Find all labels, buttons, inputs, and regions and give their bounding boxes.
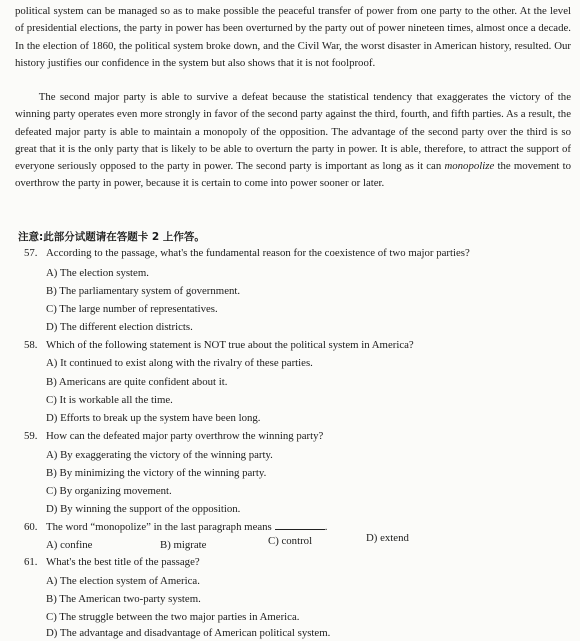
option-57-a[interactable]: A) The election system.: [46, 267, 149, 279]
passage-paragraph-2-text-b: the movement to overthrow the party in power, because it is certain to come into power sooner or later.: [15, 160, 572, 190]
option-57-d[interactable]: D) The different election districts.: [46, 321, 193, 333]
answer-blank: [275, 519, 325, 530]
option-57-b[interactable]: B) The parliamentary system of government.: [46, 285, 241, 297]
question-number: 61.: [24, 556, 38, 568]
question-58: [24, 337, 572, 353]
option-60-b[interactable]: B) migrate: [160, 539, 207, 551]
option-61-d[interactable]: D) The advantage and disadvantage of American political system.: [46, 627, 331, 639]
question-text: According to the passage, what's the fundamental reason for the coexistence of two major parties?: [46, 247, 470, 259]
option-59-d[interactable]: D) By winning the support of the opposition.: [46, 503, 241, 515]
option-59-c[interactable]: C) By organizing movement.: [46, 485, 172, 497]
question-stem: [24, 554, 572, 570]
question-number: 59.: [24, 430, 38, 442]
option-60-a[interactable]: A) confine: [46, 539, 93, 551]
answer-sheet-note: 注意:此部分试题请在答题卡 2 上作答。: [18, 231, 205, 243]
question-61: [24, 554, 572, 570]
option-61-b[interactable]: B) The American two-party system.: [46, 593, 201, 605]
question-number: 60.: [24, 521, 38, 533]
passage-paragraph-2-text-a: The second major party is able to survive a defeat because the statistical tendency that exaggerates the victory of the winning party operates even more strongly in favor of the second party against the third, fourth, and fifth parties. As a result, the defeated major party is able to maintain a monopoly of the opposition. The advantage of the second party over the third is so great that it is the only party that is likely to be able to overturn the party in power. It is able, therefore, to attract the support of everyone seriously opposed to the party in power. The second party is important as long as it can: [15, 91, 571, 173]
question-stem: [24, 245, 572, 261]
question-number: 58.: [24, 339, 38, 351]
passage-italic-word: monopolize: [444, 160, 495, 173]
question-number: 57.: [24, 247, 38, 259]
option-59-b[interactable]: B) By minimizing the victory of the winning party.: [46, 467, 267, 479]
passage-paragraph-2: [15, 89, 571, 193]
option-60-c[interactable]: C) control: [268, 535, 313, 547]
option-61-c[interactable]: C) The struggle between the two major parties in America.: [46, 611, 300, 623]
option-61-a[interactable]: A) The election system of America.: [46, 575, 200, 587]
option-57-c[interactable]: C) The large number of representatives.: [46, 303, 218, 315]
question-stem-end: .: [324, 521, 328, 533]
question-59: [24, 428, 572, 444]
passage-paragraph-1: political system can be managed so as to make possible the peaceful transfer of power from one party to the other. At the level of presidential elections, the party in power has been overturned by the party out of power nineteen times, almost once a decade. In the election of 1860, the political system broke down, and the Civil War, the worst disaster in American history, resulted. Our history justifies our confidence in the system but also shows that it is not foolproof.: [15, 5, 571, 69]
question-57: [24, 245, 572, 261]
question-text: Which of the following statement is NOT true about the political system in America?: [46, 339, 414, 351]
question-stem: [24, 428, 572, 444]
option-58-a[interactable]: A) It continued to exist along with the rivalry of these parties.: [46, 357, 313, 369]
question-stem: [24, 337, 572, 353]
option-60-d[interactable]: D) extend: [366, 532, 409, 544]
option-59-a[interactable]: A) By exaggerating the victory of the winning party.: [46, 449, 273, 461]
option-58-c[interactable]: C) It is workable all the time.: [46, 394, 173, 406]
question-text: The word “monopolize” in the last paragraph means: [46, 521, 272, 533]
question-text: What's the best title of the passage?: [46, 556, 200, 568]
option-58-b[interactable]: B) Americans are quite confident about it.: [46, 376, 228, 388]
option-58-d[interactable]: D) Efforts to break up the system have been long.: [46, 412, 261, 424]
question-text: How can the defeated major party overthrow the winning party?: [46, 430, 324, 442]
